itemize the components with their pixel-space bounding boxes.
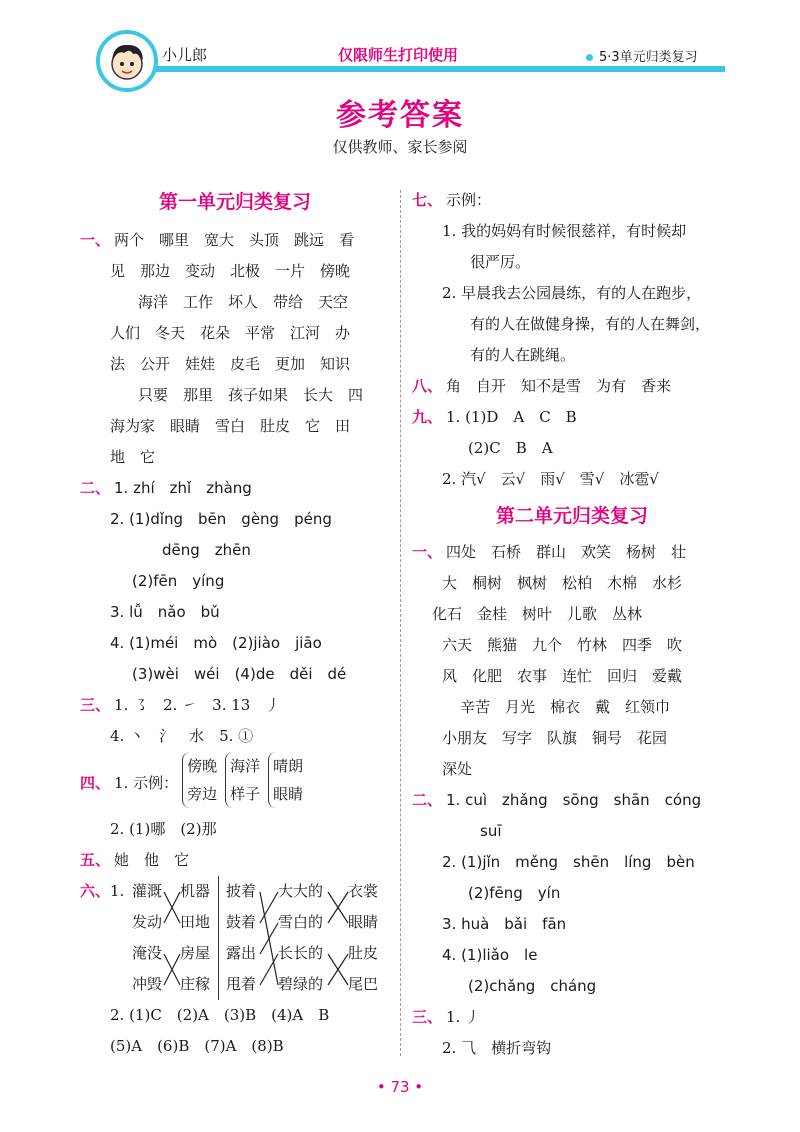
list-item — [80, 287, 390, 318]
answer-line: 角 自开 知不是雪 为有 香来 — [446, 377, 672, 395]
match-word: 露出 — [226, 944, 257, 962]
unit1-heading: 第一单元归类复习 — [158, 191, 311, 213]
section-marker: 二、 — [412, 791, 443, 809]
list-item — [80, 225, 390, 256]
list-item — [412, 568, 732, 599]
list-item — [80, 411, 390, 442]
list-item — [412, 692, 732, 723]
word-pair-group — [182, 752, 217, 808]
answer-line: 1. zhí zhǐ zhàng — [114, 479, 252, 497]
match-word: 庄稼 — [180, 975, 211, 993]
list-item — [80, 535, 390, 566]
word-item: 样子 — [230, 785, 261, 803]
match-word: 长长的 — [278, 944, 324, 962]
list-item — [80, 845, 390, 876]
answer-line: 她 他 它 — [114, 851, 190, 869]
list-item — [80, 628, 390, 659]
word-pair-group — [268, 752, 303, 808]
section-marker: 一、 — [80, 231, 111, 249]
answer-line: 2. ⺄ 横折弯钩 — [442, 1039, 552, 1057]
answer-line: 有的人在做健身操，有的人在舞剑， — [470, 315, 711, 333]
answer-line: 只要 那里 孩子如果 长大 四 — [138, 386, 364, 404]
answer-line: 2. (1)C (2)A (3)B (4)A B — [110, 1006, 330, 1024]
answer-line: 辛苦 月光 棉衣 戴 红领巾 — [460, 698, 671, 716]
match-word: 肚皮 — [348, 944, 379, 962]
list-item — [412, 185, 732, 216]
list-item — [80, 256, 390, 287]
list-item — [412, 537, 732, 568]
answer-line: 六天 熊猫 九个 竹林 四季 吹 — [442, 636, 683, 654]
list-item — [80, 1000, 390, 1031]
list-item — [80, 566, 390, 597]
list-item — [80, 814, 390, 845]
answer-line: 1. 我的妈妈有时候很慈祥，有时候却 — [442, 222, 687, 240]
word-item: 晴朗 — [273, 757, 304, 775]
match-word: 鼓着 — [226, 913, 257, 931]
list-item — [412, 340, 732, 371]
list-item — [412, 278, 732, 309]
answer-line: (2)fēng yín — [468, 884, 561, 902]
answer-line: 化石 金桂 树叶 儿歌 丛林 — [432, 605, 643, 623]
list-item — [412, 971, 732, 1002]
matching-lines — [80, 876, 390, 1000]
page-subtitle: 仅供教师、家长参阅 — [332, 138, 468, 156]
list-item — [412, 723, 732, 754]
section-marker: 八、 — [412, 377, 443, 395]
answer-line: 海洋 工作 坏人 带给 天空 — [138, 293, 349, 311]
list-item — [412, 433, 732, 464]
answer-line: 法 公开 娃娃 皮毛 更加 知识 — [110, 355, 351, 373]
match-word: 机器 — [180, 882, 211, 900]
list-item — [412, 785, 732, 816]
answer-line: 4. (1)liǎo le — [442, 946, 538, 964]
section-marker: 二、 — [80, 479, 111, 497]
match-word: 碧绿的 — [278, 975, 324, 993]
match-word: 淹没 — [132, 944, 163, 962]
page-title: 参考答案 — [336, 98, 464, 133]
list-item — [80, 318, 390, 349]
answer-line: 4. (1)méi mò (2)jiào jiāo — [110, 634, 322, 652]
list-item — [412, 816, 732, 847]
match-word: 眼睛 — [348, 913, 379, 931]
match-word: 尾巴 — [348, 975, 379, 993]
answer-line: (2)C B A — [468, 439, 553, 457]
list-item — [80, 442, 390, 473]
list-item — [412, 878, 732, 909]
match-word: 田地 — [180, 913, 211, 931]
column-divider — [400, 190, 401, 1056]
section-marker: 七、 — [412, 191, 443, 209]
list-item — [80, 1031, 390, 1062]
answer-line: 小朋友 写字 队旗 铜号 花园 — [442, 729, 668, 747]
answer-line: (2)fēn yíng — [132, 572, 225, 590]
list-item — [412, 464, 732, 495]
left-column — [80, 185, 390, 1062]
answer-line: 2. (1)dǐng bēn gèng péng — [110, 510, 332, 528]
word-item: 眼睛 — [273, 785, 304, 803]
answer-line: 3. lǚ nǎo bǔ — [110, 603, 220, 621]
answer-line: 示例： — [446, 191, 492, 209]
list-item — [412, 1033, 732, 1064]
answer-line: 有的人在跳绳。 — [470, 346, 576, 364]
answer-line: 风 化肥 农事 连忙 回归 爱戴 — [442, 667, 683, 685]
matching-exercise — [80, 876, 390, 1000]
list-item — [412, 599, 732, 630]
answer-line: 人们 冬天 花朵 平常 江河 办 — [110, 324, 351, 342]
match-word: 灌溉 — [132, 882, 163, 900]
answer-line: 2. (1)哪 (2)那 — [110, 820, 217, 838]
list-item — [80, 721, 390, 752]
answer-line: (5)A (6)B (7)A (8)B — [110, 1037, 284, 1055]
answer-line: 1. (1)D A C B — [446, 408, 577, 426]
answer-line: 四处 石桥 群山 欢笑 杨树 壮 — [446, 543, 687, 561]
mascot-logo — [96, 30, 158, 92]
list-item — [412, 371, 732, 402]
answer-line: 大 桐树 枫树 松柏 木棉 水杉 — [442, 574, 683, 592]
section-marker: 六、 — [80, 882, 111, 900]
section-marker: 五、 — [80, 851, 111, 869]
list-item — [412, 309, 732, 340]
match-word: 雪白的 — [278, 913, 324, 931]
list-item — [412, 940, 732, 971]
word-item: 旁边 — [187, 785, 218, 803]
answer-line: 3. huà bǎi fān — [442, 915, 567, 933]
answer-line: 1. cuì zhǎng sōng shān cóng — [446, 791, 702, 809]
match-word: 大大的 — [278, 882, 324, 900]
answer-line: (3)wèi wéi (4)de děi dé — [132, 665, 347, 683]
list-item — [412, 661, 732, 692]
section-tag — [586, 46, 698, 65]
match-word: 冲毁 — [132, 975, 163, 993]
section-tag-label: 5·3单元归类复习 — [599, 50, 698, 65]
list-item — [412, 216, 732, 247]
answer-line: suī — [480, 822, 502, 840]
answer-line: 海为家 眼睛 雪白 肚皮 它 田 — [110, 417, 351, 435]
list-item — [80, 752, 390, 814]
section-marker: 一、 — [412, 543, 443, 561]
list-item — [412, 247, 732, 278]
list-item — [412, 630, 732, 661]
list-item — [80, 504, 390, 535]
list-item — [80, 659, 390, 690]
word-pair-group — [225, 752, 260, 808]
answer-line: 2. (1)jǐn měng shēn líng bèn — [442, 853, 695, 871]
word-item: 傍晚 — [187, 757, 218, 775]
section-marker: 三、 — [80, 696, 111, 714]
match-word: 披着 — [226, 882, 257, 900]
answer-line: 深处 — [442, 760, 473, 778]
print-notice: 仅限师生打印使用 — [338, 46, 459, 64]
answer-prefix: 1. 示例： — [114, 774, 179, 792]
match-word: 发动 — [132, 913, 163, 931]
section-marker: 三、 — [412, 1008, 443, 1026]
answer-line: 1. ㇌ 2. ㇀ 3. 13 丿 — [114, 696, 281, 714]
section-marker: 九、 — [412, 408, 443, 426]
list-item — [412, 402, 732, 433]
bullet-dot-icon — [586, 54, 593, 61]
right-column — [412, 185, 732, 1064]
answer-line: 很严厉。 — [470, 253, 531, 271]
answer-line: 两个 哪里 宽大 头顶 跳远 看 — [114, 231, 355, 249]
list-item — [80, 597, 390, 628]
list-item — [412, 1002, 732, 1033]
word-item: 海洋 — [230, 757, 261, 775]
answer-line: (2)chǎng cháng — [468, 977, 597, 995]
match-word: 衣裳 — [348, 882, 379, 900]
answer-line: dēng zhēn — [162, 541, 251, 559]
list-item — [80, 473, 390, 504]
unit2-heading: 第二单元归类复习 — [495, 505, 648, 527]
list-item — [412, 847, 732, 878]
answer-line: 见 那边 变动 北极 一片 傍晚 — [110, 262, 351, 280]
answer-line: 2. 早晨我去公园晨练，有的人在跑步， — [442, 284, 702, 302]
header-bar — [100, 66, 725, 72]
match-word: 甩着 — [226, 975, 257, 993]
answer-line: 4. 丶 氵 水 5. ① — [110, 727, 254, 745]
page-number: • 73 • — [376, 1078, 424, 1096]
match-line — [260, 923, 278, 954]
answer-prefix: 1. — [110, 882, 125, 900]
list-item — [80, 690, 390, 721]
section-marker: 四、 — [80, 774, 111, 792]
list-item — [412, 909, 732, 940]
answer-line: 1. 丿 — [446, 1008, 481, 1026]
brand-name: 小儿郎 — [162, 46, 208, 64]
list-item — [412, 754, 732, 785]
match-word: 房屋 — [180, 944, 211, 962]
list-item — [80, 380, 390, 411]
list-item — [80, 349, 390, 380]
answer-line: 地 它 — [110, 448, 156, 466]
answer-line: 2. 汽√ 云√ 雨√ 雪√ 冰雹√ — [442, 470, 659, 488]
